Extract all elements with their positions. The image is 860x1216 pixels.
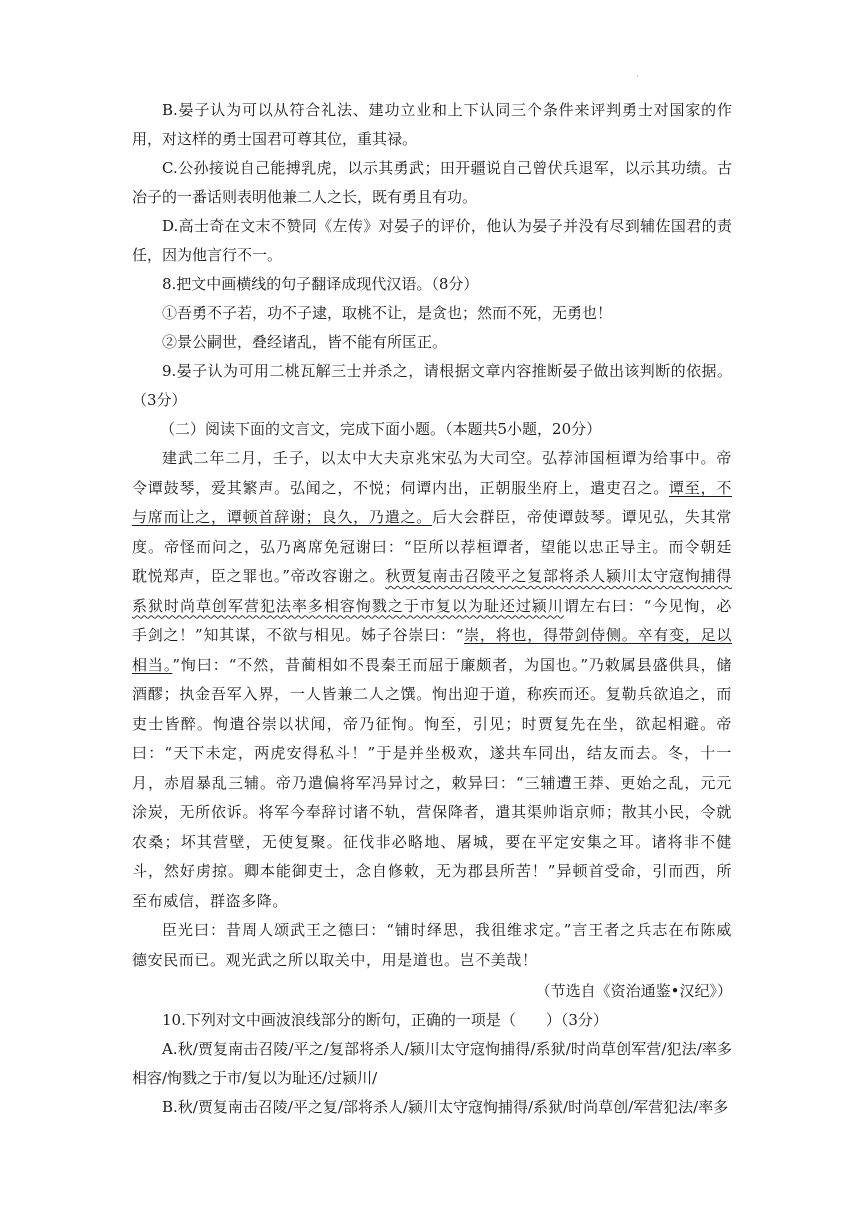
- passage-text-4: ”恂曰：“不然，昔蔺相如不畏秦王而屈于廉颇者，为国也。”乃敕属县盛供具，储酒醪；执金吾军入界，一人皆兼二人之馔。恂出迎于道，称疾而还。复勒兵欲追之，而吏士皆醉。恂遣谷崇以状闻，帝乃征恂。恂至，引见；时贾复先在坐，欲起相避。帝曰：“天下未定，两虎安得私斗！”于是并坐极欢，遂共车同出，结友而去。冬，十一月，赤眉暴乱三辅。帝乃遣偏将军冯异讨之，敕异曰：“三辅遭王莽、更始之乱，元元涂炭，无所依诉。将军今奉辞讨诸不轨，营保降者，遣其渠帅诣京师；散其小民，令就农桑；坏其营壁，无使复聚。征伐非必略地、屠城，要在平定安集之耳。诸将非不健斗，然好虏掠。卿本能御吏士，念自修敕，无为郡县所苦！”异顿首受命，引而西，所至布威信，群盗多降。: [132, 655, 732, 910]
- classical-passage: [132, 444, 732, 916]
- passage-text-2: 后大会群臣，帝使谭鼓琴。谭见弘，失其常度。帝怪而问之，弘乃离席免冠谢曰：“臣所以荐桓谭者，望能以忠正导主。而令朝廷耽悦郑声，臣之罪也。”帝改容谢之。: [132, 508, 732, 585]
- passage-text-3: 谓左右曰：“今见恂，必手剑之！”知其谋，不欲与相见。姊子谷崇曰：“: [132, 596, 732, 644]
- option-c: C.公孙接说自己能搏乳虎，以示其勇武；田开疆说自己曾伏兵退军，以示其功绩。古冶子的一番话则表明他兼二人之长，既有勇且有功。: [132, 159, 732, 206]
- corner-mark: ·: [636, 72, 639, 81]
- section-2-heading: （二）阅读下面的文言文，完成下面小题。（本题共5小题，20分）: [160, 420, 602, 438]
- question-8: 8.把文中画横线的句子翻译成现代汉语。（8分）: [162, 275, 479, 293]
- wavy-underlined-passage: 秋贾复南击召陵平之复部将杀人颍川太守寇恂捕得系狱时尚草创军营犯法率多相容恂戮之于市复以为耻还过颍川: [132, 567, 733, 615]
- commentary-paragraph: 臣光曰：昔周人颂武王之德曰：“铺时绎思，我徂维求定。”言王者之兵志在布陈威德安民而已。观光武之所以取关中，用是道也。岂不美哉！: [132, 921, 732, 969]
- question-10-option-a: A.秋/贾复南击召陵/平之/复部将杀人/颍川太守寇恂捕得/系狱/时尚草创军营/犯法/率多相容/恂戮之于市/复以为耻还/过颍川/: [132, 1040, 732, 1087]
- question-8-item-2: ②景公嗣世，叠经诸乱，皆不能有所匡正。: [162, 333, 448, 351]
- source-note: （节选自《资治通鉴•汉纪》）: [535, 982, 732, 1000]
- passage-text-1: 建武二年二月，壬子，以太中大夫京兆宋弘为大司空。弘荐沛国桓谭为给事中。帝令谭鼓琴，爱其繁声。弘闻之，不悦；伺谭内出，正朝服坐府上，遣吏召之。: [132, 449, 732, 497]
- underlined-sentence-1: 谭至，不与席而让之，谭顿首辞谢；良久，乃遣之。: [132, 478, 732, 526]
- document-content: [132, 96, 732, 1122]
- option-b: B.晏子认为可以从符合礼法、建功立业和上下认同三个条件来评判勇士对国家的作用，对这样的勇士国君可尊其位，重其禄。: [132, 101, 732, 148]
- question-8-item-1: ①吾勇不子若，功不子逮，取桃不让，是贪也；然而不死，无勇也！: [162, 304, 613, 322]
- question-10-option-b: B.秋/贾复南击召陵/平之复/部将杀人/颍川太守寇恂捕得/系狱/时尚草创/军营犯法/率多: [162, 1098, 729, 1116]
- underlined-sentence-2: 崇，将也，得带剑侍侧。卒有变，足以相当。: [132, 626, 732, 674]
- option-d: D.高士奇在文末不赞同《左传》对晏子的评价，他认为晏子并没有尽到辅佐国君的责任，因为他言行不一。: [132, 217, 732, 264]
- question-10: 10.下列对文中画波浪线部分的断句，正确的一项是（ ）（3分）: [162, 1011, 608, 1029]
- question-9: 9.晏子认为可用二桃瓦解三士并杀之，请根据文章内容推断晏子做出该判断的依据。（3分）: [132, 362, 732, 409]
